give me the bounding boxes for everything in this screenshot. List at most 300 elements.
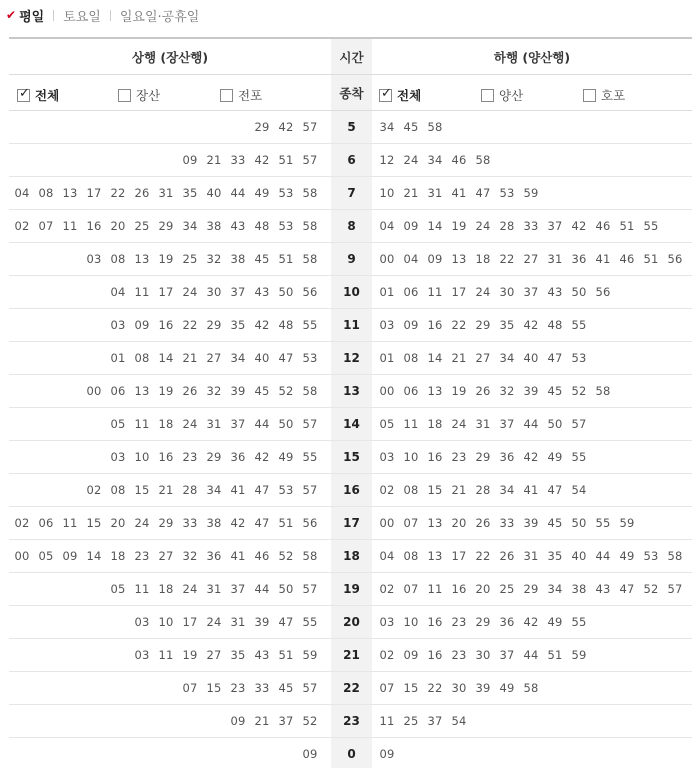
departure-minute: 30 (206, 285, 222, 299)
up-minutes (9, 474, 331, 506)
departure-minute: 43 (230, 219, 246, 233)
departure-minute: 00 (14, 549, 30, 563)
departure-minute: 44 (523, 648, 539, 662)
departure-minute: 24 (182, 582, 198, 596)
departure-minute: 38 (206, 516, 222, 530)
departure-minute: 45 (403, 120, 419, 134)
departure-minute: 37 (230, 582, 246, 596)
down-minutes (372, 342, 692, 374)
departure-minute: 21 (182, 351, 198, 365)
departure-minute: 42 (254, 153, 270, 167)
departure-minute: 00 (379, 384, 395, 398)
departure-minute: 30 (499, 285, 515, 299)
departure-minute: 48 (254, 219, 270, 233)
departure-minute: 13 (62, 186, 78, 200)
departure-minute: 09 (230, 714, 246, 728)
hour-cell: 17 (331, 507, 372, 539)
departure-minute: 00 (379, 516, 395, 530)
departure-minute: 17 (451, 549, 467, 563)
departure-minute: 13 (427, 384, 443, 398)
departure-minute: 22 (451, 318, 467, 332)
filter-down-hopo-label: 호포 (601, 88, 626, 103)
departure-minute: 08 (403, 351, 419, 365)
departure-minute: 53 (643, 549, 659, 563)
departure-minute: 39 (523, 516, 539, 530)
departure-minute: 47 (475, 186, 491, 200)
departure-minute: 21 (451, 483, 467, 497)
departure-minute: 47 (619, 582, 635, 596)
filter-down-yangsan[interactable] (481, 86, 523, 104)
departure-minute: 08 (134, 351, 150, 365)
table-row (9, 738, 692, 768)
departure-minute: 42 (571, 219, 587, 233)
tab-divider (110, 10, 111, 21)
departure-minute: 59 (619, 516, 635, 530)
up-minutes (9, 606, 331, 638)
departure-minute: 01 (379, 285, 395, 299)
tab-saturday[interactable] (63, 6, 101, 25)
hour-cell: 7 (331, 177, 372, 209)
departure-minute: 29 (523, 582, 539, 596)
departure-minute: 04 (14, 186, 30, 200)
departure-minute: 21 (451, 351, 467, 365)
departure-minute: 01 (379, 351, 395, 365)
terminal-label: 종착 (331, 75, 372, 110)
departure-minute: 46 (254, 549, 270, 563)
departure-minute: 55 (571, 318, 587, 332)
departure-minute: 11 (403, 417, 419, 431)
down-minutes (372, 738, 692, 768)
departure-minute: 03 (134, 648, 150, 662)
departure-minute: 53 (571, 351, 587, 365)
departure-minute: 16 (86, 219, 102, 233)
departure-minute: 58 (302, 186, 318, 200)
departure-minute: 14 (427, 219, 443, 233)
departure-minute: 55 (302, 450, 318, 464)
table-row (9, 573, 692, 606)
departure-minute: 54 (571, 483, 587, 497)
departure-minute: 07 (379, 681, 395, 695)
tab-weekday[interactable] (6, 6, 44, 25)
departure-minute: 22 (499, 252, 515, 266)
departure-minute: 33 (499, 516, 515, 530)
departure-minute: 10 (158, 615, 174, 629)
departure-minute: 04 (403, 252, 419, 266)
departure-minute: 41 (451, 186, 467, 200)
departure-minute: 16 (158, 450, 174, 464)
departure-minute: 01 (110, 351, 126, 365)
filter-down-hopo[interactable] (583, 86, 625, 104)
departure-minute: 29 (475, 318, 491, 332)
departure-minute: 39 (254, 615, 270, 629)
up-minutes (9, 441, 331, 473)
departure-minute: 34 (379, 120, 395, 134)
departure-minute: 54 (451, 714, 467, 728)
hour-cell: 13 (331, 375, 372, 407)
timetable (9, 37, 692, 768)
departure-minute: 48 (278, 318, 294, 332)
departure-minute: 15 (134, 483, 150, 497)
departure-minute: 29 (206, 450, 222, 464)
up-direction-title: 상행 (장산행) (131, 49, 209, 65)
departure-minute: 22 (475, 549, 491, 563)
table-row (9, 639, 692, 672)
departure-minute: 40 (206, 186, 222, 200)
departure-minute: 58 (302, 549, 318, 563)
up-minutes (9, 342, 331, 374)
departure-minute: 05 (110, 582, 126, 596)
departure-minute: 44 (254, 417, 270, 431)
departure-minute: 25 (182, 252, 198, 266)
departure-minute: 06 (38, 516, 54, 530)
departure-minute: 22 (427, 681, 443, 695)
departure-minute: 43 (547, 285, 563, 299)
table-row (9, 540, 692, 573)
departure-minute: 03 (86, 252, 102, 266)
departure-minute: 58 (667, 549, 683, 563)
departure-minute: 16 (427, 615, 443, 629)
down-minutes (372, 276, 692, 308)
departure-minute: 55 (571, 615, 587, 629)
departure-minute: 11 (158, 648, 174, 662)
departure-minute: 32 (206, 384, 222, 398)
departure-minute: 47 (254, 516, 270, 530)
departure-minute: 08 (38, 186, 54, 200)
departure-minute: 04 (379, 219, 395, 233)
departure-minute: 50 (571, 285, 587, 299)
departure-minute: 06 (403, 384, 419, 398)
departure-minute: 07 (182, 681, 198, 695)
departure-minute: 30 (475, 648, 491, 662)
departure-minute: 29 (475, 450, 491, 464)
departure-minute: 50 (278, 417, 294, 431)
up-minutes (9, 111, 331, 143)
departure-minute: 10 (403, 615, 419, 629)
departure-minute: 32 (499, 384, 515, 398)
departure-minute: 44 (523, 417, 539, 431)
departure-minute: 46 (451, 153, 467, 167)
departure-minute: 09 (403, 219, 419, 233)
filter-up-all-label: 전체 (35, 88, 60, 103)
departure-minute: 40 (523, 351, 539, 365)
time-column-title: 시간 (331, 39, 372, 74)
departure-minute: 39 (475, 681, 491, 695)
down-minutes (372, 474, 692, 506)
departure-minute: 52 (571, 384, 587, 398)
table-row (9, 408, 692, 441)
table-row (9, 375, 692, 408)
departure-minute: 46 (595, 219, 611, 233)
departure-minute: 03 (110, 318, 126, 332)
departure-minute: 05 (379, 417, 395, 431)
departure-minute: 37 (499, 648, 515, 662)
departure-minute: 02 (379, 582, 395, 596)
departure-minute: 42 (523, 450, 539, 464)
departure-minute: 43 (254, 285, 270, 299)
up-filters (9, 75, 331, 110)
departure-minute: 45 (254, 384, 270, 398)
up-minutes (9, 177, 331, 209)
departure-minute: 41 (523, 483, 539, 497)
departure-minute: 37 (427, 714, 443, 728)
departure-minute: 11 (427, 582, 443, 596)
down-minutes (372, 309, 692, 341)
hour-cell: 23 (331, 705, 372, 737)
departure-minute: 19 (158, 252, 174, 266)
down-filters (372, 75, 692, 110)
timetable-body (9, 111, 692, 768)
down-minutes (372, 375, 692, 407)
departure-minute: 37 (523, 285, 539, 299)
departure-minute: 50 (571, 516, 587, 530)
departure-minute: 02 (14, 219, 30, 233)
table-row (9, 177, 692, 210)
departure-minute: 42 (278, 120, 294, 134)
departure-minute: 19 (451, 219, 467, 233)
departure-minute: 36 (499, 615, 515, 629)
departure-minute: 37 (230, 285, 246, 299)
tab-sunday-holiday[interactable] (120, 6, 199, 25)
departure-minute: 41 (230, 483, 246, 497)
table-row (9, 144, 692, 177)
departure-minute: 02 (379, 648, 395, 662)
checkbox-icon[interactable] (220, 89, 233, 102)
departure-minute: 58 (595, 384, 611, 398)
up-minutes (9, 705, 331, 737)
checkbox-checked-icon[interactable]: ✓ (381, 85, 392, 101)
departure-minute: 03 (110, 450, 126, 464)
departure-minute: 18 (158, 417, 174, 431)
departure-minute: 06 (403, 285, 419, 299)
departure-minute: 26 (499, 549, 515, 563)
departure-minute: 53 (302, 351, 318, 365)
filter-down-all-label: 전체 (397, 88, 422, 103)
checkbox-icon[interactable] (118, 89, 131, 102)
up-minutes (9, 573, 331, 605)
table-row (9, 243, 692, 276)
tab-divider (53, 10, 54, 21)
departure-minute: 57 (302, 417, 318, 431)
departure-minute: 39 (230, 384, 246, 398)
departure-minute: 07 (403, 516, 419, 530)
departure-minute: 31 (158, 186, 174, 200)
down-minutes (372, 573, 692, 605)
departure-minute: 45 (254, 252, 270, 266)
departure-minute: 08 (110, 483, 126, 497)
departure-minute: 31 (206, 582, 222, 596)
table-row (9, 474, 692, 507)
departure-minute: 32 (182, 549, 198, 563)
table-row (9, 309, 692, 342)
departure-minute: 58 (523, 681, 539, 695)
departure-minute: 28 (475, 483, 491, 497)
departure-minute: 36 (206, 549, 222, 563)
departure-minute: 45 (547, 516, 563, 530)
departure-minute: 59 (523, 186, 539, 200)
departure-minute: 36 (499, 450, 515, 464)
departure-minute: 34 (427, 153, 443, 167)
departure-minute: 15 (427, 483, 443, 497)
filter-up-jeonpo[interactable] (220, 86, 262, 104)
checkbox-icon[interactable] (583, 89, 596, 102)
departure-minute: 00 (379, 252, 395, 266)
departure-minute: 09 (134, 318, 150, 332)
up-minutes (9, 507, 331, 539)
departure-minute: 20 (475, 582, 491, 596)
departure-minute: 26 (134, 186, 150, 200)
departure-minute: 17 (86, 186, 102, 200)
departure-minute: 39 (523, 384, 539, 398)
departure-minute: 23 (230, 681, 246, 695)
table-row (9, 606, 692, 639)
filter-down-all[interactable] (379, 86, 421, 104)
departure-minute: 57 (302, 483, 318, 497)
hour-cell: 8 (331, 210, 372, 242)
departure-minute: 02 (14, 516, 30, 530)
departure-minute: 45 (278, 681, 294, 695)
departure-minute: 40 (254, 351, 270, 365)
departure-minute: 42 (254, 450, 270, 464)
hour-cell: 6 (331, 144, 372, 176)
departure-minute: 58 (302, 252, 318, 266)
departure-minute: 09 (62, 549, 78, 563)
departure-minute: 03 (379, 450, 395, 464)
departure-minute: 35 (499, 318, 515, 332)
departure-minute: 26 (182, 384, 198, 398)
departure-minute: 02 (379, 483, 395, 497)
up-minutes (9, 672, 331, 704)
down-minutes (372, 243, 692, 275)
departure-minute: 17 (451, 285, 467, 299)
table-row (9, 507, 692, 540)
departure-minute: 49 (499, 681, 515, 695)
hour-cell: 12 (331, 342, 372, 374)
departure-minute: 58 (302, 219, 318, 233)
departure-minute: 24 (182, 417, 198, 431)
departure-minute: 50 (547, 417, 563, 431)
departure-minute: 55 (571, 450, 587, 464)
up-minutes (9, 375, 331, 407)
table-row (9, 672, 692, 705)
departure-minute: 24 (182, 285, 198, 299)
departure-minute: 41 (595, 252, 611, 266)
departure-minute: 05 (38, 549, 54, 563)
checkbox-icon[interactable] (481, 89, 494, 102)
departure-minute: 31 (206, 417, 222, 431)
down-minutes (372, 144, 692, 176)
departure-minute: 20 (110, 219, 126, 233)
departure-minute: 34 (499, 483, 515, 497)
departure-minute: 28 (182, 483, 198, 497)
departure-minute: 55 (302, 318, 318, 332)
departure-minute: 26 (475, 384, 491, 398)
departure-minute: 11 (379, 714, 395, 728)
departure-minute: 59 (302, 648, 318, 662)
down-minutes (372, 507, 692, 539)
departure-minute: 08 (403, 483, 419, 497)
departure-minute: 17 (182, 615, 198, 629)
departure-minute: 11 (134, 582, 150, 596)
hour-cell: 10 (331, 276, 372, 308)
departure-minute: 43 (595, 582, 611, 596)
departure-minute: 57 (571, 417, 587, 431)
checkbox-checked-icon[interactable]: ✓ (19, 85, 30, 101)
departure-minute: 56 (667, 252, 683, 266)
departure-minute: 14 (427, 351, 443, 365)
departure-minute: 35 (547, 549, 563, 563)
down-minutes (372, 540, 692, 572)
departure-minute: 51 (278, 648, 294, 662)
departure-minute: 35 (230, 318, 246, 332)
down-minutes (372, 606, 692, 638)
table-row (9, 342, 692, 375)
departure-minute: 42 (523, 318, 539, 332)
departure-minute: 24 (475, 219, 491, 233)
departure-minute: 07 (403, 582, 419, 596)
departure-minute: 57 (302, 153, 318, 167)
departure-minute: 16 (427, 318, 443, 332)
departure-minute: 37 (499, 417, 515, 431)
departure-minute: 07 (38, 219, 54, 233)
filter-up-all[interactable] (17, 86, 59, 104)
departure-minute: 29 (254, 120, 270, 134)
filter-up-jangsan[interactable] (118, 86, 160, 104)
down-direction-title: 하행 (양산행) (493, 49, 571, 65)
departure-minute: 46 (619, 252, 635, 266)
table-row (9, 705, 692, 738)
departure-minute: 55 (643, 219, 659, 233)
departure-minute: 12 (379, 153, 395, 167)
departure-minute: 50 (278, 582, 294, 596)
departure-minute: 02 (86, 483, 102, 497)
hour-cell: 15 (331, 441, 372, 473)
hour-cell: 19 (331, 573, 372, 605)
down-minutes (372, 408, 692, 440)
down-minutes (372, 111, 692, 143)
departure-minute: 51 (278, 153, 294, 167)
tab-weekday-label: 평일 (19, 9, 45, 25)
departure-minute: 47 (547, 351, 563, 365)
departure-minute: 11 (427, 285, 443, 299)
hour-cell: 18 (331, 540, 372, 572)
departure-minute: 49 (254, 186, 270, 200)
up-minutes (9, 243, 331, 275)
departure-minute: 23 (451, 615, 467, 629)
departure-minute: 20 (110, 516, 126, 530)
filter-up-jeonpo-label: 전포 (238, 88, 263, 103)
departure-minute: 11 (134, 285, 150, 299)
departure-minute: 25 (403, 714, 419, 728)
departure-minute: 21 (254, 714, 270, 728)
departure-minute: 24 (134, 516, 150, 530)
departure-minute: 35 (182, 186, 198, 200)
departure-minute: 23 (134, 549, 150, 563)
departure-minute: 47 (278, 615, 294, 629)
departure-minute: 10 (134, 450, 150, 464)
departure-minute: 09 (403, 648, 419, 662)
departure-minute: 13 (427, 516, 443, 530)
departure-minute: 42 (523, 615, 539, 629)
hour-cell: 0 (331, 738, 372, 768)
departure-minute: 27 (523, 252, 539, 266)
up-minutes (9, 540, 331, 572)
departure-minute: 31 (547, 252, 563, 266)
filter-up-jangsan-label: 장산 (136, 88, 161, 103)
departure-minute: 57 (302, 120, 318, 134)
departure-minute: 41 (230, 549, 246, 563)
departure-minute: 37 (230, 417, 246, 431)
departure-minute: 24 (206, 615, 222, 629)
